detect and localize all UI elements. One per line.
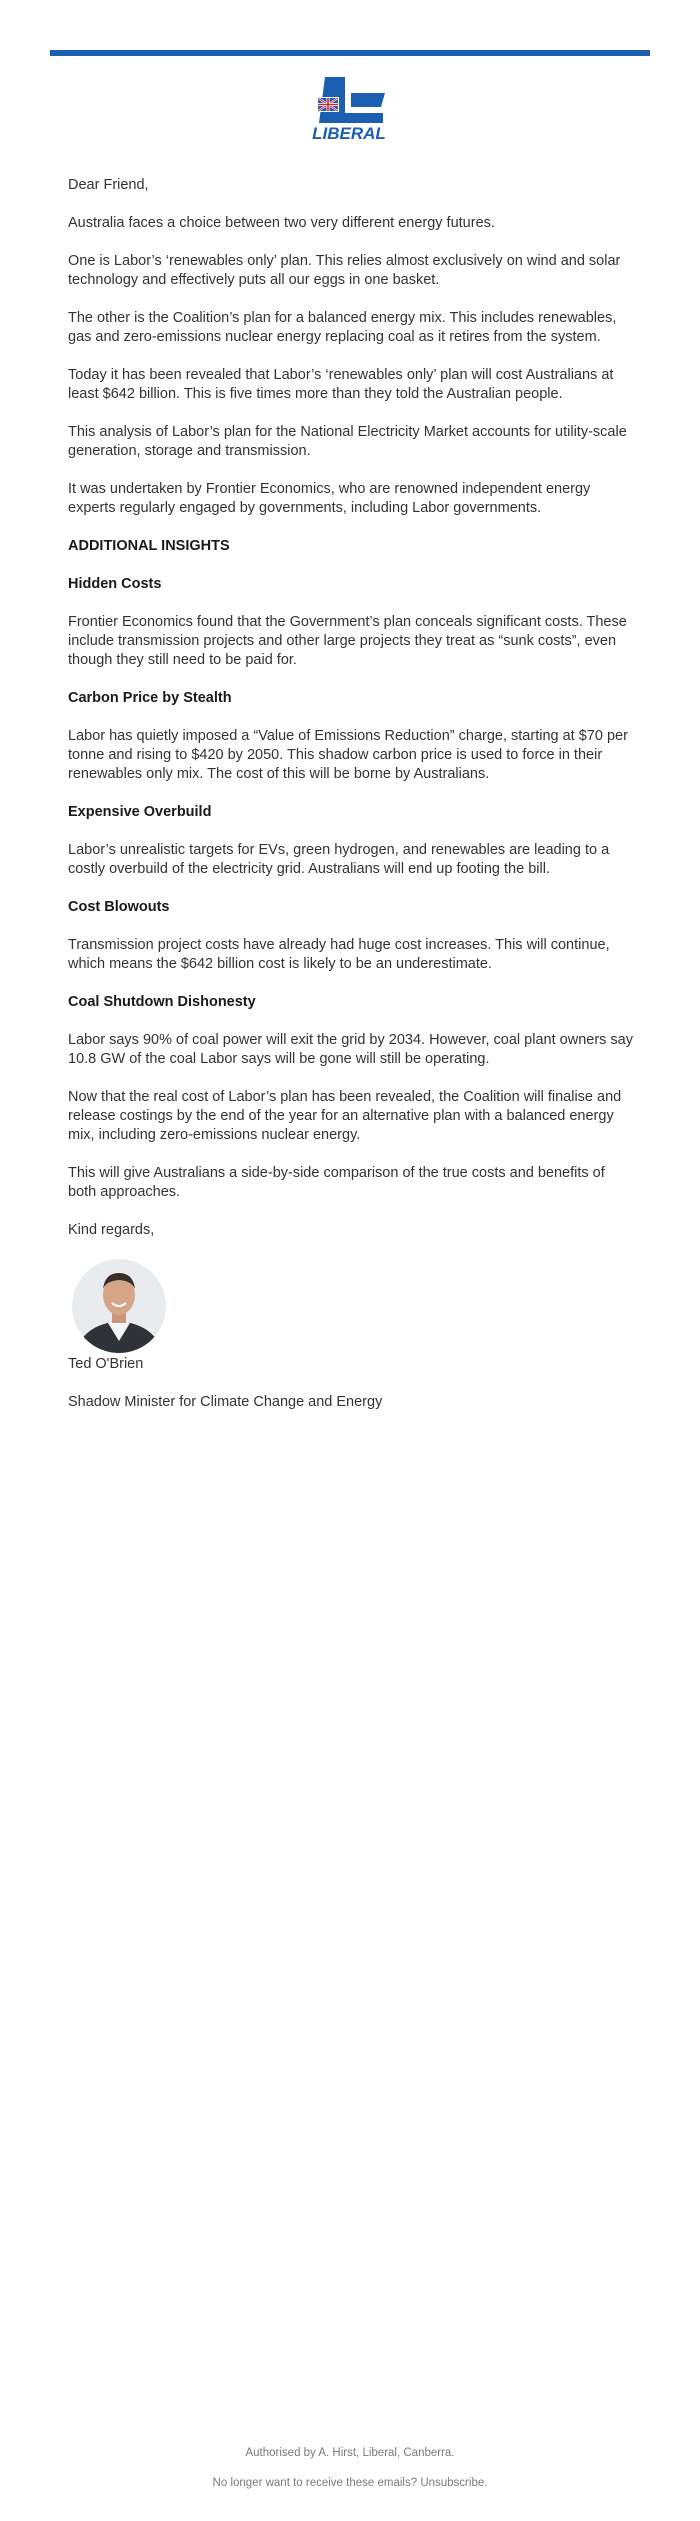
insights-heading: ADDITIONAL INSIGHTS (68, 538, 230, 554)
liberal-logo (311, 73, 389, 143)
paragraph-5: This analysis of Labor’s plan for the National Electricity Market accounts for utility-scale generation, storage and transmission. (68, 424, 627, 459)
signatory-name: Ted O'Brien (68, 1356, 144, 1372)
section-heading-hidden-costs: Hidden Costs (68, 576, 162, 592)
greeting: Dear Friend, (68, 177, 149, 193)
signatory-title: Shadow Minister for Climate Change and Energy (68, 1394, 383, 1410)
paragraph-2: One is Labor’s ‘renewables only’ plan. This relies almost exclusively on wind and solar technology and effectively puts all our eggs in one basket. (68, 253, 621, 288)
section-body-cost-blowouts: Transmission project costs have already had huge cost increases. This will continue, which means the $642 billion cost is likely to be an underestimate. (68, 937, 610, 972)
paragraph-6: It was undertaken by Frontier Economics, who are renowned independent energy experts regularly engaged by governments, including Labor governments. (68, 481, 591, 516)
section-body-coal-shutdown: Labor says 90% of coal power will exit the grid by 2034. However, coal plant owners say 10.8 GW of the coal Labor says will be gone will still be operating. (68, 1032, 633, 1067)
signatory-avatar (72, 1259, 166, 1353)
closing-paragraph-2: This will give Australians a side-by-side comparison of the true costs and benefits of both approaches. (68, 1165, 605, 1200)
closing-paragraph-1: Now that the real cost of Labor’s plan has been revealed, the Coalition will finalise and release costings by the end of the year for an alternative plan with a balanced energy mix, including zero-emissions nuclear energy. (68, 1089, 622, 1143)
unsubscribe-link[interactable]: Unsubscribe. (420, 2477, 488, 2489)
paragraph-4: Today it has been revealed that Labor’s ‘renewables only’ plan will cost Australians at least $642 billion. This is five times more than they told the Australian people. (68, 367, 614, 402)
authorisation-notice: Authorised by A. Hirst, Liberal, Canberra. (245, 2447, 455, 2459)
paragraph-3: The other is the Coalition’s plan for a balanced energy mix. This includes renewables, gas and zero-emissions nuclear energy replacing coal as it retires from the system. (68, 310, 617, 345)
sign-off: Kind regards, (68, 1222, 155, 1238)
letter-body (68, 176, 634, 1431)
section-body-overbuild: Labor’s unrealistic targets for EVs, green hydrogen, and renewables are leading to a costly overbuild of the electricity grid. Australians will end up footing the bill. (68, 842, 610, 877)
section-heading-carbon-price: Carbon Price by Stealth (68, 690, 232, 706)
section-heading-coal-shutdown: Coal Shutdown Dishonesty (68, 994, 256, 1010)
section-heading-cost-blowouts: Cost Blowouts (68, 899, 170, 915)
section-body-hidden-costs: Frontier Economics found that the Government’s plan conceals significant costs. These include transmission projects and other large projects they treat as “sunk costs”, even though they still need to be paid for. (68, 614, 627, 668)
unsubscribe-prompt: No longer want to receive these emails? (212, 2477, 418, 2489)
paragraph-1: Australia faces a choice between two very different energy futures. (68, 215, 495, 231)
section-heading-overbuild: Expensive Overbuild (68, 804, 212, 820)
logo-wordmark: LIBERAL (312, 124, 386, 143)
section-body-carbon-price: Labor has quietly imposed a “Value of Emissions Reduction” charge, starting at $70 per tonne and rising to $420 by 2050. This shadow carbon price is used to force in their renewables only mix. The cost of this will be borne by Australians. (68, 728, 628, 782)
unsubscribe-line (0, 2477, 700, 2489)
header-bar (50, 50, 650, 56)
